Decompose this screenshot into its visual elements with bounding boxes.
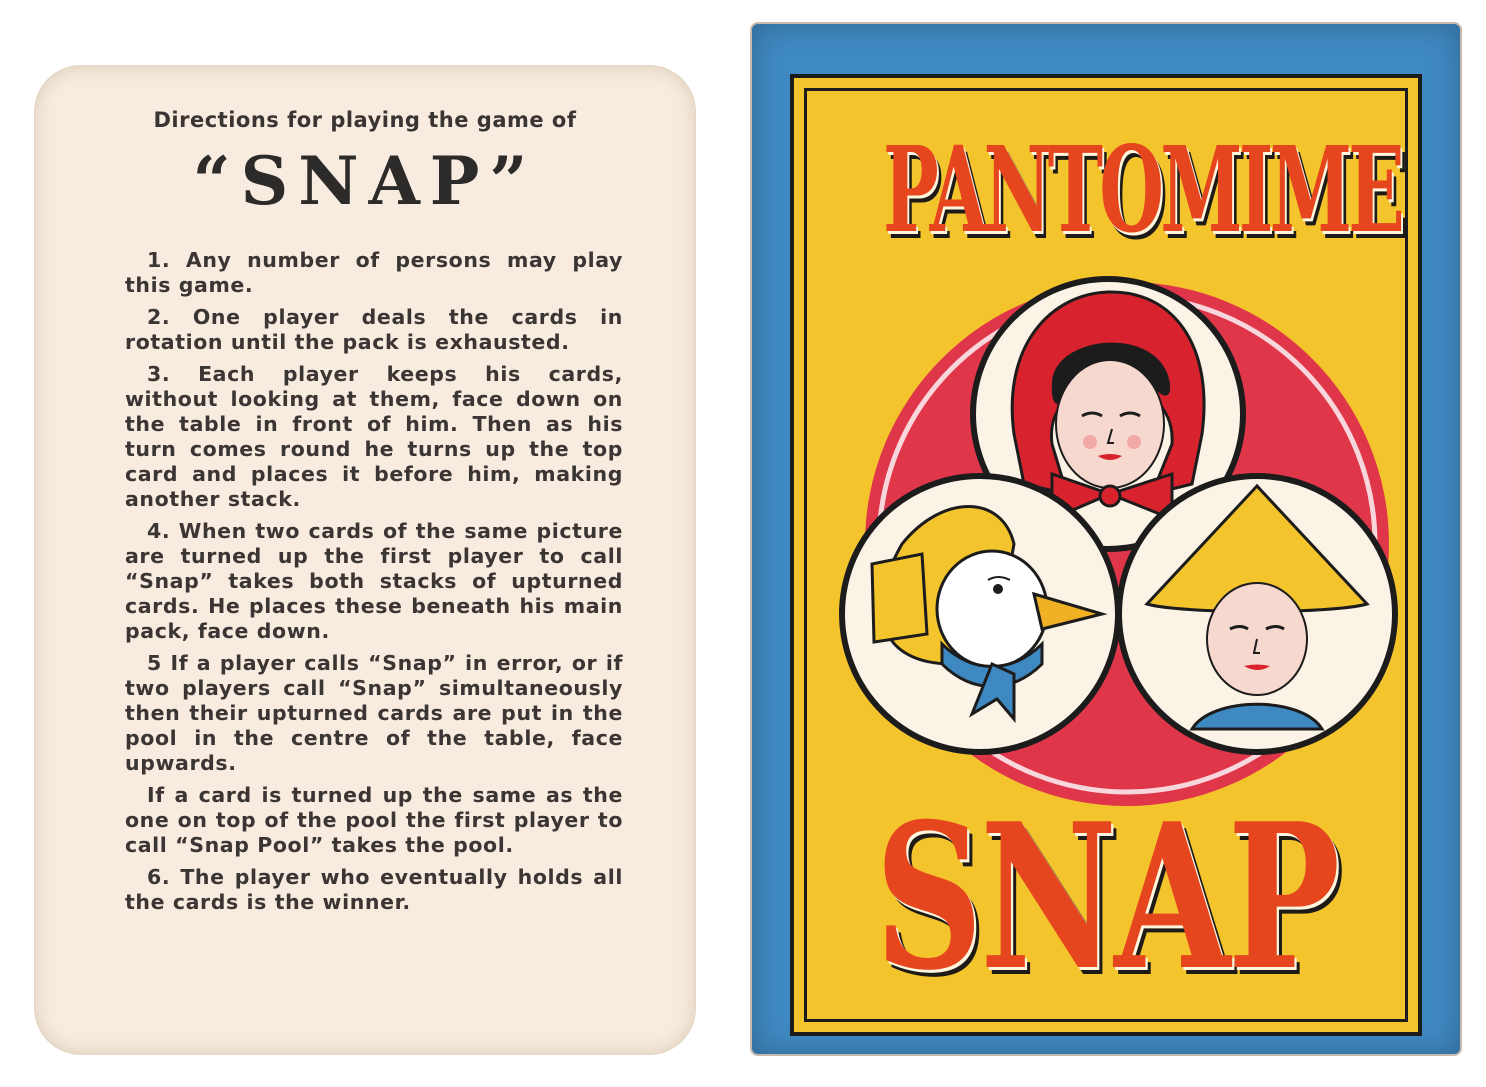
- rule-5-pool: If a card is turned up the same as the one on top of the pool the first player to call “Snap Pool” takes the pool.: [125, 783, 623, 857]
- box-title-snap: SNAP: [874, 780, 1338, 1015]
- rule-5: 5 If a player calls “Snap” in error, or if two players call “Snap” simultaneously then their upturned cards are put in the pool in the centre of the table, face upwards.: [125, 651, 623, 775]
- rule-4: 4. When two cards of the same picture are turned up the first player to call “Snap” takes both stacks of upturned cards. He places these beneath his main pack, face down.: [125, 519, 623, 643]
- card-heading: Directions for playing the game of: [153, 108, 577, 132]
- rule-1: 1. Any number of persons may play this game.: [125, 248, 623, 297]
- card-title: “SNAP”: [192, 142, 538, 220]
- instruction-card: [35, 66, 695, 1054]
- rule-2: 2. One player deals the cards in rotation until the pack is exhausted.: [125, 305, 623, 354]
- rule-3: 3. Each player keeps his cards, without looking at them, face down on the table in front of him. Then as his turn comes round he turns up the top card and places it before him, making another stack.: [125, 362, 623, 511]
- rules-list: [125, 248, 623, 915]
- snap-box-cover: [752, 24, 1460, 1054]
- box-title-pantomime: PANTOMIME: [882, 120, 1402, 259]
- rule-6: 6. The player who eventually holds all the cards is the winner.: [125, 865, 623, 914]
- duck-portrait-icon: [842, 476, 1118, 752]
- boy-portrait-icon: [1119, 476, 1395, 752]
